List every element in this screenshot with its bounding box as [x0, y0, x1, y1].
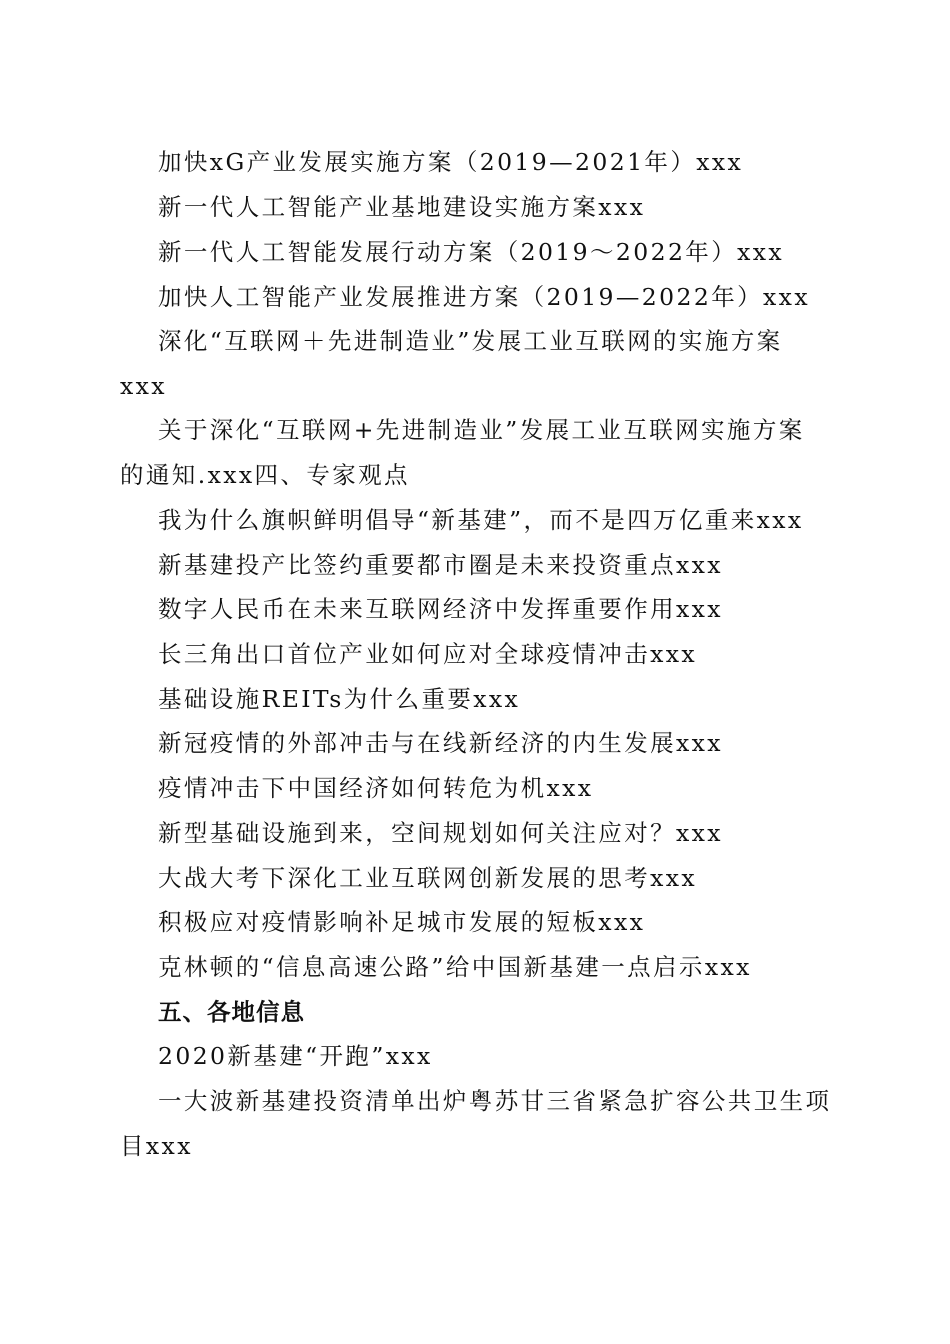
list-item: 新型基础设施到来，空间规划如何关注应对？xxx — [158, 819, 723, 847]
list-item: 基础设施REITs为什么重要xxx — [158, 685, 521, 713]
list-item: 新一代人工智能产业基地建设实施方案xxx — [158, 193, 646, 221]
list-item: 长三角出口首位产业如何应对全球疫情冲击xxx — [158, 640, 698, 668]
list-item: 积极应对疫情影响补足城市发展的短板xxx — [158, 908, 646, 936]
list-item: 我为什么旗帜鲜明倡导“新基建”，而不是四万亿重来xxx — [158, 506, 804, 534]
list-item: 新一代人工智能发展行动方案（2019～2022年）xxx — [158, 238, 785, 266]
section-heading: 五、各地信息 — [158, 998, 305, 1026]
list-item-continuation: 目xxx — [120, 1132, 193, 1160]
list-item: 加快人工智能产业发展推进方案（2019—2022年）xxx — [158, 283, 810, 311]
list-item: 新冠疫情的外部冲击与在线新经济的内生发展xxx — [158, 729, 723, 757]
list-item: 克林顿的“信息高速公路”给中国新基建一点启示xxx — [158, 953, 752, 981]
list-item-continuation: 的通知.xxx四、专家观点 — [120, 461, 410, 489]
list-item: 数字人民币在未来互联网经济中发挥重要作用xxx — [158, 595, 723, 623]
list-item: 大战大考下深化工业互联网创新发展的思考xxx — [158, 864, 698, 892]
list-item: 新基建投产比签约重要都市圈是未来投资重点xxx — [158, 551, 723, 579]
list-item: 疫情冲击下中国经济如何转危为机xxx — [158, 774, 594, 802]
list-item: 加快xG产业发展实施方案（2019—2021年）xxx — [158, 148, 744, 176]
list-item-continuation: xxx — [120, 372, 167, 400]
list-item: 深化“互联网＋先进制造业”发展工业互联网的实施方案 — [158, 327, 783, 355]
list-item: 一大波新基建投资清单出炉粤苏甘三省紧急扩容公共卫生项 — [158, 1087, 832, 1115]
list-item: 关于深化“互联网+先进制造业”发展工业互联网实施方案 — [158, 416, 805, 444]
list-item: 2020新基建“开跑”xxx — [158, 1042, 433, 1070]
